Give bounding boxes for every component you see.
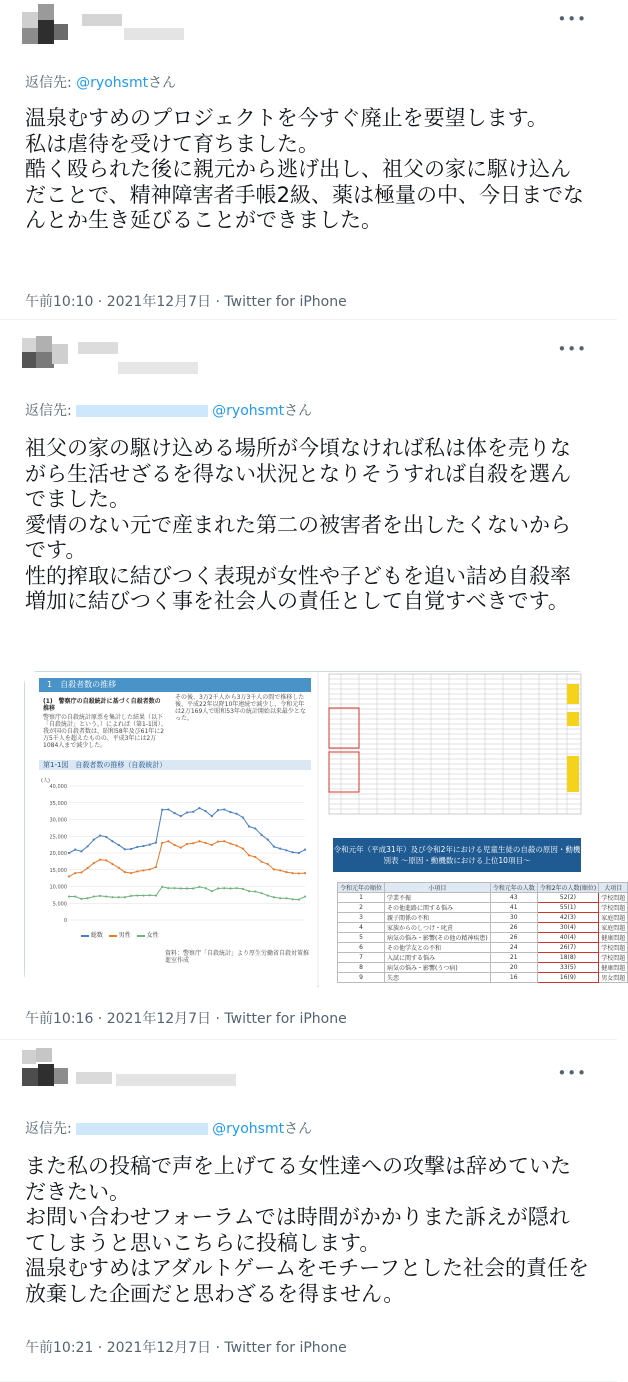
data-point xyxy=(68,895,70,897)
table-cell: 3 xyxy=(338,913,385,923)
y-tick-label: 20,000 xyxy=(49,851,67,857)
table-cell: 16 xyxy=(490,973,537,983)
data-point xyxy=(279,897,281,899)
y-tick-label: 0 xyxy=(63,918,67,924)
data-point xyxy=(68,875,70,877)
y-tick-label: 5,000 xyxy=(52,901,67,908)
data-point xyxy=(304,849,306,851)
data-point xyxy=(99,895,101,897)
reply-to xyxy=(25,400,312,420)
data-point xyxy=(192,887,194,889)
suicide-trend-chart xyxy=(39,772,311,924)
table-cell: 病気の悩み・影響(うつ病) xyxy=(385,963,491,973)
data-point xyxy=(186,811,188,813)
data-point xyxy=(173,844,175,846)
legend-item: 女性 xyxy=(146,932,159,939)
table-cell: 42(3) xyxy=(537,913,599,923)
data-point xyxy=(111,840,113,842)
y-tick-label: 30,000 xyxy=(49,817,67,824)
table-row xyxy=(338,913,628,923)
media-image-right[interactable] xyxy=(319,672,626,988)
table-cell: 8 xyxy=(338,963,385,973)
data-point xyxy=(167,808,169,810)
data-point xyxy=(93,862,95,864)
data-point xyxy=(74,849,76,851)
reply-to xyxy=(25,1118,312,1138)
data-point xyxy=(229,843,231,845)
data-point xyxy=(80,871,82,873)
tweet-text: 温泉むすめのプロジェクトを今すぐ廃止を要望します。 私は虐待を受けて育ちました。 酷く殴られた後に親元から逃げ出し、祖父の家に駆け込んだことで、精神障害者手帳2級、薬は極量の中、今日までなんとか生き延びることができました。 xyxy=(25,106,584,232)
data-point xyxy=(180,887,182,889)
data-point xyxy=(124,871,126,873)
data-point xyxy=(298,852,300,854)
data-point xyxy=(291,851,293,853)
data-point xyxy=(149,844,151,846)
more-icon[interactable]: ••• xyxy=(557,1064,587,1082)
table-row xyxy=(338,963,628,973)
data-point xyxy=(304,895,306,897)
data-point xyxy=(111,863,113,865)
table-cell: 学校問題 xyxy=(599,893,628,903)
data-point xyxy=(285,871,287,873)
data-point xyxy=(192,842,194,844)
table-cell: 24 xyxy=(490,943,537,953)
author-name-blurred[interactable] xyxy=(76,1072,112,1084)
data-point xyxy=(118,896,120,898)
legend-item: 男性 xyxy=(118,932,131,939)
table-cell: 2 xyxy=(338,903,385,913)
data-point xyxy=(223,840,225,842)
data-point xyxy=(99,859,101,861)
data-point xyxy=(229,887,231,889)
author-handle-blurred xyxy=(118,362,198,374)
data-point xyxy=(242,848,244,850)
data-point xyxy=(155,866,157,868)
table-header: 大項目 xyxy=(599,883,628,893)
reply-prefix: 返信先: xyxy=(25,1121,77,1137)
data-point xyxy=(198,886,200,888)
legend-item: 総数 xyxy=(90,932,103,939)
data-point xyxy=(273,896,275,898)
author-name-blurred[interactable] xyxy=(78,342,118,354)
section-heading: 1 自殺者数の推移 xyxy=(39,678,311,692)
data-point xyxy=(211,890,213,892)
y-tick-label: 15,000 xyxy=(49,867,67,874)
data-point xyxy=(279,848,281,850)
tweet-media[interactable] xyxy=(24,671,626,987)
table-cell: 親子関係の不和 xyxy=(385,913,491,923)
data-point xyxy=(285,897,287,899)
data-point xyxy=(254,827,256,829)
data-point xyxy=(304,872,306,874)
table-row xyxy=(338,933,628,943)
paragraph-right: その後、3万2千人から3万3千人の間で推移した後、平成22年以降10年連続で減少し、令和元年は2万169人で昭和53年の統計開始以来最少となった。 xyxy=(175,694,306,722)
data-point xyxy=(155,894,157,896)
table-cell: その他学友との不和 xyxy=(385,943,491,953)
table-cell: 家庭問題 xyxy=(599,913,628,923)
series-line xyxy=(69,808,305,853)
data-point xyxy=(99,834,101,836)
author-name-blurred[interactable] xyxy=(82,14,122,26)
table-cell: 26(7) xyxy=(537,943,599,953)
table-row xyxy=(338,893,628,903)
table-cell: 入試に関する悩み xyxy=(385,953,491,963)
data-point xyxy=(273,868,275,870)
reply-handle-link[interactable]: @ryohsmt xyxy=(76,75,149,91)
data-point xyxy=(198,807,200,809)
data-point xyxy=(205,887,207,889)
data-point xyxy=(267,839,269,841)
table-cell: 7 xyxy=(338,953,385,963)
data-point xyxy=(149,868,151,870)
y-tick-label: 35,000 xyxy=(49,800,67,807)
table-cell: 20 xyxy=(490,963,537,973)
data-point xyxy=(87,845,89,847)
tweet-1[interactable] xyxy=(0,0,617,320)
table-row xyxy=(338,923,628,933)
data-point xyxy=(142,894,144,896)
table-cell: 学校問題 xyxy=(599,903,628,913)
reply-suffix: さん xyxy=(284,1121,313,1137)
subsection-heading: (1) 警察庁の自殺統計に基づく自殺者数の推移 xyxy=(43,698,161,712)
data-point xyxy=(93,895,95,897)
data-point xyxy=(223,887,225,889)
tweet-3[interactable] xyxy=(0,1040,617,1382)
data-point xyxy=(248,854,250,856)
data-point xyxy=(229,811,231,813)
data-point xyxy=(248,825,250,827)
table-cell: 33(5) xyxy=(537,963,599,973)
table-cell: 健康問題 xyxy=(599,963,628,973)
reply-handle-blurred[interactable] xyxy=(76,1123,208,1135)
data-point xyxy=(130,872,132,874)
reply-prefix: 返信先: xyxy=(25,403,77,419)
chart-legend xyxy=(81,930,159,939)
data-point xyxy=(142,845,144,847)
data-point xyxy=(74,872,76,874)
data-point xyxy=(173,812,175,814)
table-cell: 26 xyxy=(490,933,537,943)
data-point xyxy=(149,894,151,896)
data-point xyxy=(217,841,219,843)
data-point xyxy=(242,816,244,818)
more-icon[interactable]: ••• xyxy=(557,10,587,28)
table-cell: 学業不振 xyxy=(385,893,491,903)
data-point xyxy=(205,842,207,844)
table-cell: 病気の悩み・影響(その他の精神疾患) xyxy=(385,933,491,943)
table-cell: 家族からのしつけ・叱責 xyxy=(385,923,491,933)
data-point xyxy=(118,867,120,869)
table-cell: 9 xyxy=(338,973,385,983)
y-tick-label: 25,000 xyxy=(49,834,67,841)
table-cell: 4 xyxy=(338,923,385,933)
data-point xyxy=(136,894,138,896)
table-row xyxy=(338,943,628,953)
data-point xyxy=(186,887,188,889)
table-cell: 学校問題 xyxy=(599,953,628,963)
table-cell: 41 xyxy=(490,903,537,913)
table-cell: 男女問題 xyxy=(599,973,628,983)
data-point xyxy=(180,815,182,817)
data-point xyxy=(167,840,169,842)
table-cell: 1 xyxy=(338,893,385,903)
avatar[interactable] xyxy=(22,328,70,376)
data-point xyxy=(80,850,82,852)
reply-handle-link[interactable]: @ryohsmt xyxy=(212,403,285,419)
table-cell: 家庭問題 xyxy=(599,923,628,933)
y-tick-label: 10,000 xyxy=(49,884,67,891)
tweet-text: 祖父の家の駆け込める場所が今頃なければ私は体を売りながら生活せざるを得ない状況となりそうすれば自殺を選んでました。 愛情のない元で産まれた第二の被害者を出したくないからです。 性的搾取に結びつく表現が女性や子どもを追い詰め自殺率増加に結びつく事を社会人の責任として自覚すべきです。 xyxy=(25,436,571,613)
data-point xyxy=(124,848,126,850)
table-cell: 52(2) xyxy=(537,893,599,903)
data-point xyxy=(260,892,262,894)
table-header: 令和元年の順位 xyxy=(338,883,385,893)
data-point xyxy=(267,863,269,865)
data-point xyxy=(68,852,70,854)
data-point xyxy=(136,870,138,872)
data-point xyxy=(87,897,89,899)
table-cell: 6 xyxy=(338,943,385,953)
reply-prefix: 返信先: xyxy=(25,75,77,91)
data-point xyxy=(211,815,213,817)
data-point xyxy=(111,896,113,898)
table-cell: 30(4) xyxy=(537,923,599,933)
data-point xyxy=(298,898,300,900)
data-point xyxy=(273,846,275,848)
avatar[interactable] xyxy=(22,1046,70,1094)
table-header: 令和2年の人数(順位) xyxy=(537,883,599,893)
data-point xyxy=(298,872,300,874)
data-point xyxy=(205,810,207,812)
table-cell: 失恋 xyxy=(385,973,491,983)
table-cell: 18(8) xyxy=(537,953,599,963)
chart-source: 資料：警察庁「自殺統計」より厚生労働省自殺対策推進室作成 xyxy=(165,950,310,964)
more-icon[interactable]: ••• xyxy=(557,340,587,358)
data-point xyxy=(167,887,169,889)
table-row xyxy=(338,903,628,913)
table-cell: 5 xyxy=(338,933,385,943)
table-row xyxy=(338,973,628,983)
data-point xyxy=(173,887,175,889)
data-point xyxy=(136,846,138,848)
data-point xyxy=(248,890,250,892)
data-grid-fragment xyxy=(319,672,591,822)
data-point xyxy=(124,896,126,898)
data-point xyxy=(267,894,269,896)
paragraph-left: 警察庁の自殺統計原票を集計した結果（以下「自殺統計」という。）によれば（第1-1図）、我が国の自殺者数は、昭和58年及び61年に2万5千人を超えたものの、平成3年には2万1084人まで減少した。 xyxy=(43,714,167,749)
data-point xyxy=(254,890,256,892)
data-point xyxy=(105,895,107,897)
data-point xyxy=(130,895,132,897)
reply-handle-link[interactable]: @ryohsmt xyxy=(212,1121,285,1137)
y-tick-label: 40,000 xyxy=(49,784,67,790)
data-point xyxy=(118,844,120,846)
data-point xyxy=(93,839,95,841)
table-cell: 16(9) xyxy=(537,973,599,983)
table-cell: 30 xyxy=(490,913,537,923)
data-point xyxy=(87,867,89,869)
data-point xyxy=(236,813,238,815)
table-cell: 学校問題 xyxy=(599,943,628,953)
data-point xyxy=(254,856,256,858)
table-row xyxy=(338,953,628,963)
data-point xyxy=(236,887,238,889)
table-cell: その他進路に関する悩み xyxy=(385,903,491,913)
data-point xyxy=(217,809,219,811)
reply-handle-blurred[interactable] xyxy=(76,405,208,417)
table-cell: 55(1) xyxy=(537,903,599,913)
table-banner: 令和元年（平成31年）及び令和2年における児童生徒の自殺の原因・動機別表 ～原因・動機数における上位10項目～ xyxy=(333,838,581,872)
data-point xyxy=(217,887,219,889)
reply-suffix: さん xyxy=(284,403,313,419)
data-point xyxy=(180,847,182,849)
media-image-left[interactable] xyxy=(25,672,317,988)
data-point xyxy=(223,808,225,810)
tweet-text: また私の投稿で声を上げてる女性達への攻撃は辞めていただきたい。 お問い合わせフォーラムでは時間がかかりまた訴えが隠れてしまうと思いこちらに投稿します。 温泉むすめはアダルトゲームをモチーフとした社会的責任を放棄した企画だと思わざるを得ません。 xyxy=(25,1154,590,1306)
data-point xyxy=(285,849,287,851)
data-point xyxy=(192,811,194,813)
reply-suffix: さん xyxy=(148,75,177,91)
y-axis-label: (人) xyxy=(41,778,50,784)
series-line xyxy=(69,841,305,876)
data-point xyxy=(80,898,82,900)
data-point xyxy=(260,861,262,863)
data-point xyxy=(105,859,107,861)
table-cell: 40(4) xyxy=(537,933,599,943)
table-cell: 43 xyxy=(490,893,537,903)
reply-to xyxy=(25,72,176,92)
figure-title: 第1-1図 自殺者数の推移（自殺統計） xyxy=(39,760,311,770)
data-point xyxy=(236,845,238,847)
author-handle-blurred xyxy=(116,1074,236,1086)
data-point xyxy=(161,842,163,844)
table-header: 小項目 xyxy=(385,883,491,893)
data-point xyxy=(198,840,200,842)
data-point xyxy=(291,872,293,874)
table-cell: 26 xyxy=(490,923,537,933)
avatar[interactable] xyxy=(22,4,70,52)
author-handle-blurred xyxy=(124,28,184,40)
data-point xyxy=(260,834,262,836)
data-point xyxy=(291,898,293,900)
data-point xyxy=(161,886,163,888)
data-point xyxy=(155,842,157,844)
table-cell: 健康問題 xyxy=(599,933,628,943)
cause-table xyxy=(337,882,628,983)
tweet-timestamp[interactable]: 午前10:10 · 2021年12月7日 · Twitter for iPhone xyxy=(25,294,347,310)
data-point xyxy=(130,848,132,850)
tweet-timestamp[interactable]: 午前10:16 · 2021年12月7日 · Twitter for iPhone xyxy=(25,1011,347,1027)
data-point xyxy=(161,809,163,811)
data-point xyxy=(211,844,213,846)
data-point xyxy=(279,869,281,871)
tweet-timestamp[interactable]: 午前10:21 · 2021年12月7日 · Twitter for iPhone xyxy=(25,1340,347,1356)
data-point xyxy=(142,869,144,871)
data-point xyxy=(242,888,244,890)
data-point xyxy=(186,843,188,845)
data-point xyxy=(105,836,107,838)
data-point xyxy=(74,895,76,897)
table-header: 令和元年の人数 xyxy=(490,883,537,893)
table-cell: 21 xyxy=(490,953,537,963)
